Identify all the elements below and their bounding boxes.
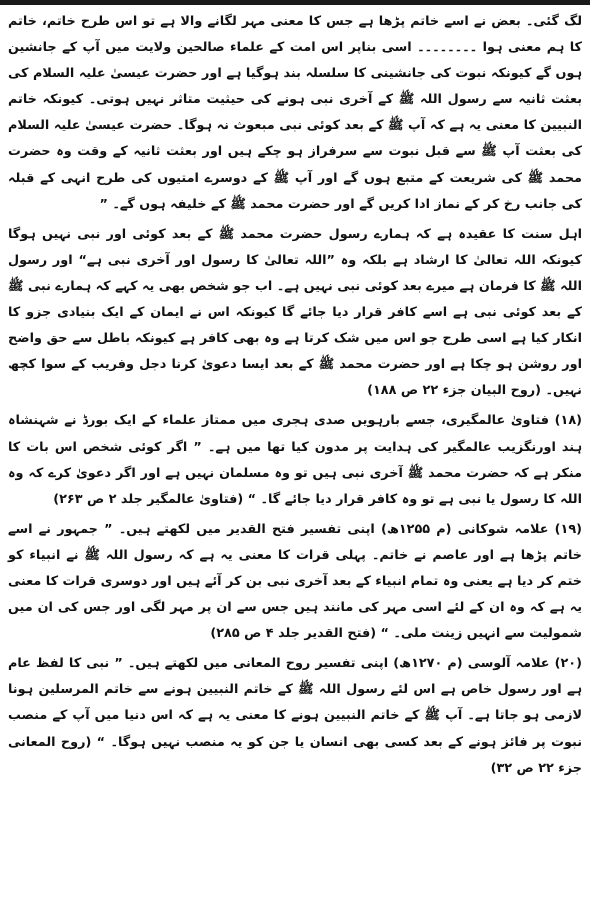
document-body bbox=[8, 9, 582, 786]
paragraph-khatam-meaning: لگ گئی۔ بعض نے اسے خاتم پڑھا ہے جس کا معنی مہر لگانے والا ہے تو اس طرح خاتم، خاتم کا ہم معنی ہوا ۔۔۔۔۔۔۔۔ اسی بناپر اس امت کے علماء صالحین ولایت میں آپ کے جانشین ہوں گے کیونکہ نبوت کی جانشینی کا سلسلہ بند ہوگیا ہے اور حضرت عیسیٰ علیہ السلام کی بعثت ثانیہ سے رسول اللہ ﷺ کے آخری نبی ہونے کی حیثیت متاثر نہیں ہوتی۔ کیونکہ خاتم النبیین کا معنی یہ ہے کہ آپ ﷺ کے بعد کوئی نبی مبعوث نہ ہوگا۔ حضرت عیسیٰ علیہ السلام کی بعثت آپ ﷺ سے قبل نبوت سے سرفراز ہو چکے ہیں اور بعثت ثانیہ کے وقت وہ حضرت محمد ﷺ کی شریعت کے متبع ہوں گے اور آپ ﷺ کے دوسرے امتیوں کی طرح انہی کے قبلہ کی جانب رخ کر کے نماز ادا کریں گے اور حضرت محمد ﷺ کے خلیفہ ہوں گے۔ ” bbox=[8, 14, 582, 212]
paragraph-ahl-sunnat-belief: اہل سنت کا عقیدہ ہے کہ ہمارے رسول حضرت محمد ﷺ کے بعد کوئی اور نبی نہیں ہوگا کیونکہ اللہ تعالیٰ کا ارشاد ہے بلکہ وہ ”اللہ تعالیٰ کا رسول اور آخری نبی ہے“ اور رسول اللہ ﷺ کا فرمان ہے میرے بعد کوئی نبی نہیں ہے۔ اب جو شخص بھی یہ کہے کہ ہمارے نبی ﷺ کے بعد کوئی نبی ہے اسے کافر قرار دیا جائے گا کیونکہ اس نے ایمان کے ایک بنیادی جزو کا انکار کیا ہے اسی طرح جو اس میں شک کرتا ہے وہ بھی کافر ہے کیونکہ باطل سے حق واضح اور روشن ہو چکا ہے اور حضرت محمد ﷺ کے بعد ایسا دعویٰ کرنا دجل وفریب کے سوا کچھ نہیں۔ (روح البیان جزء ۲۲ ص ۱۸۸) bbox=[8, 226, 582, 399]
paragraph-19-shawkani: (۱۹) علامہ شوکانی (م ۱۲۵۵ھ) اپنی تفسیر فتح القدیر میں لکھتے ہیں۔ ” جمہور نے اسے خاتم پڑھا ہے اور عاصم نے خاتم۔ پہلی قرات کا معنی یہ ہے کہ رسول اللہ ﷺ نے انبیاء کو ختم کر دیا ہے یعنی وہ تمام انبیاء کے بعد آخری نبی بن کر آئے ہیں اور دوسری قرات کا معنی یہ ہے کہ وہ ان کے لئے اسی مہر کی مانند ہیں جس سے ان پر مہر لگی اور جس کی ان میں شمولیت سے انہیں زینت ملی۔ “ (فتح القدیر جلد ۴ ص ۲۸۵) bbox=[8, 521, 582, 642]
paragraph-20-alusi: (۲۰) علامہ آلوسی (م ۱۲۷۰ھ) اپنی تفسیر روح المعانی میں لکھتے ہیں۔ ” نبی کا لفظ عام ہے اور رسول خاص ہے اس لئے رسول اللہ ﷺ کے خاتم النبیین ہونے سے خاتم المرسلین ہونا لازمی ہو جاتا ہے۔ آپ ﷺ کے خاتم النبیین ہونے کا معنی یہ ہے کہ اس دنیا میں آپ کے منصب نبوت پر فائز ہونے کے بعد کسی بھی انسان یا جن کو یہ منصب نہیں ہوگا۔ “ (روح المعانی جزء ۲۲ ص ۳۲) bbox=[8, 656, 582, 776]
top-border-rule bbox=[0, 0, 590, 5]
paragraph-18-fatawa-alamgiri: (۱۸) فتاویٰ عالمگیری، جسے بارہویں صدی ہجری میں ممتاز علماء کے ایک بورڈ نے شہنشاہ ہند اورنگزیب عالمگیر کی ہدایت پر مدون کیا تھا میں ہے۔ ” اگر کوئی شخص اس بات کا منکر ہے کہ حضرت محمد ﷺ آخری نبی ہیں تو وہ مسلمان نہیں ہے اور اگر دعویٰ کرے کہ وہ اللہ کا رسول یا نبی ہے تو وہ کافر قرار دیا جائے گا۔ “ (فتاویٰ عالمگیر جلد ۲ ص ۲۶۳) bbox=[8, 413, 582, 507]
